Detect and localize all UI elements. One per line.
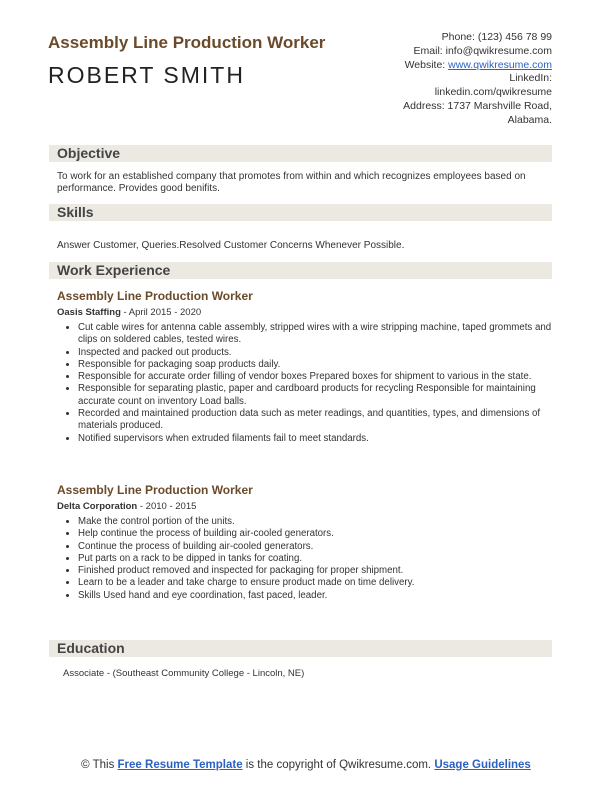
objective-heading: Objective [57,145,121,161]
footer-middle: is the copyright of Qwikresume.com. [242,759,435,771]
skills-text: Answer Customer, Queries.Resolved Customer Concerns Whenever Possible. [57,240,405,251]
resume-job-title: Assembly Line Production Worker [48,33,326,52]
copyright-footer [0,758,612,772]
list-item: • Help continue the process of building air-cooled generators. [78,528,570,540]
contact-email: Email: info@qwikresume.com [413,44,552,57]
job-1-dates: - April 2015 - 2020 [120,307,202,318]
list-item: • Recorded and maintained production data such as meter readings, and quantities, types, and dimensions of materials produced. [78,408,570,433]
list-item: • Skills Used hand and eye coordination, fast paced, leader. [78,590,570,602]
job-2-meta [57,501,196,512]
job-1-company: Oasis Staffing [57,307,121,318]
job-2-bullets [60,516,570,602]
job-2-company: Delta Corporation [57,501,138,512]
experience-heading: Work Experience [57,262,171,278]
list-item: • Continue the process of building air-cooled generators. [78,541,570,553]
job-1-title: Assembly Line Production Worker [57,289,253,303]
list-item: • Learn to be a leader and take charge to ensure product made on time delivery. [78,577,570,589]
list-item: • Notified supervisors when extruded filaments fail to meet standards. [78,433,570,445]
usage-guidelines-link[interactable]: Usage Guidelines [434,759,531,771]
contact-website [362,59,552,73]
skills-heading: Skills [57,204,94,220]
objective-text: To work for an established company that promotes from within and which recognizes employees based on performance. Provides good benifits. [57,171,526,194]
list-item: • Responsible for packaging soap products daily. [78,359,570,371]
website-link[interactable]: www.qwikresume.com [448,58,552,71]
contact-address: Address: 1737 Marshville Road, Alabama. [403,99,552,126]
list-item: • Cut cable wires for antenna cable assembly, stripped wires with a wire stripping machine, taped grommets and clips on soldered cables, tested wires. [78,322,570,347]
job-2-dates: - 2010 - 2015 [137,501,197,512]
education-heading: Education [57,640,125,656]
candidate-name: ROBERT SMITH [48,62,245,88]
list-item: • Finished product removed and inspected for packaging for proper shipment. [78,565,570,577]
list-item: • Responsible for separating plastic, paper and cardboard products for recycling Responsible for maintaining accurate count on inventory Load balls. [78,383,570,408]
list-item: • Put parts on a rack to be dipped in tanks for coating. [78,553,570,565]
job-2-title: Assembly Line Production Worker [57,483,253,497]
contact-linkedin-url: linkedin.com/qwikresume [434,86,552,99]
contact-phone: Phone: (123) 456 78 99 [441,31,552,43]
skills-header-bar [49,204,552,221]
objective-header-bar [49,145,552,162]
education-text: Associate - (Southeast Community College - Lincoln, NE) [63,668,305,679]
job-1-bullets [60,322,570,445]
contact-block [362,31,552,128]
list-item: • Responsible for accurate order filling of vendor boxes Prepared boxes for shipment to various in the state. [78,371,570,383]
contact-linkedin-label: LinkedIn: [509,72,552,85]
job-1-meta [57,307,201,318]
free-resume-template-link[interactable]: Free Resume Template [117,759,243,771]
list-item: • Inspected and packed out products. [78,347,570,359]
list-item: • Make the control portion of the units. [78,516,570,528]
website-label: Website: [404,58,449,71]
footer-prefix: © This [81,759,118,771]
